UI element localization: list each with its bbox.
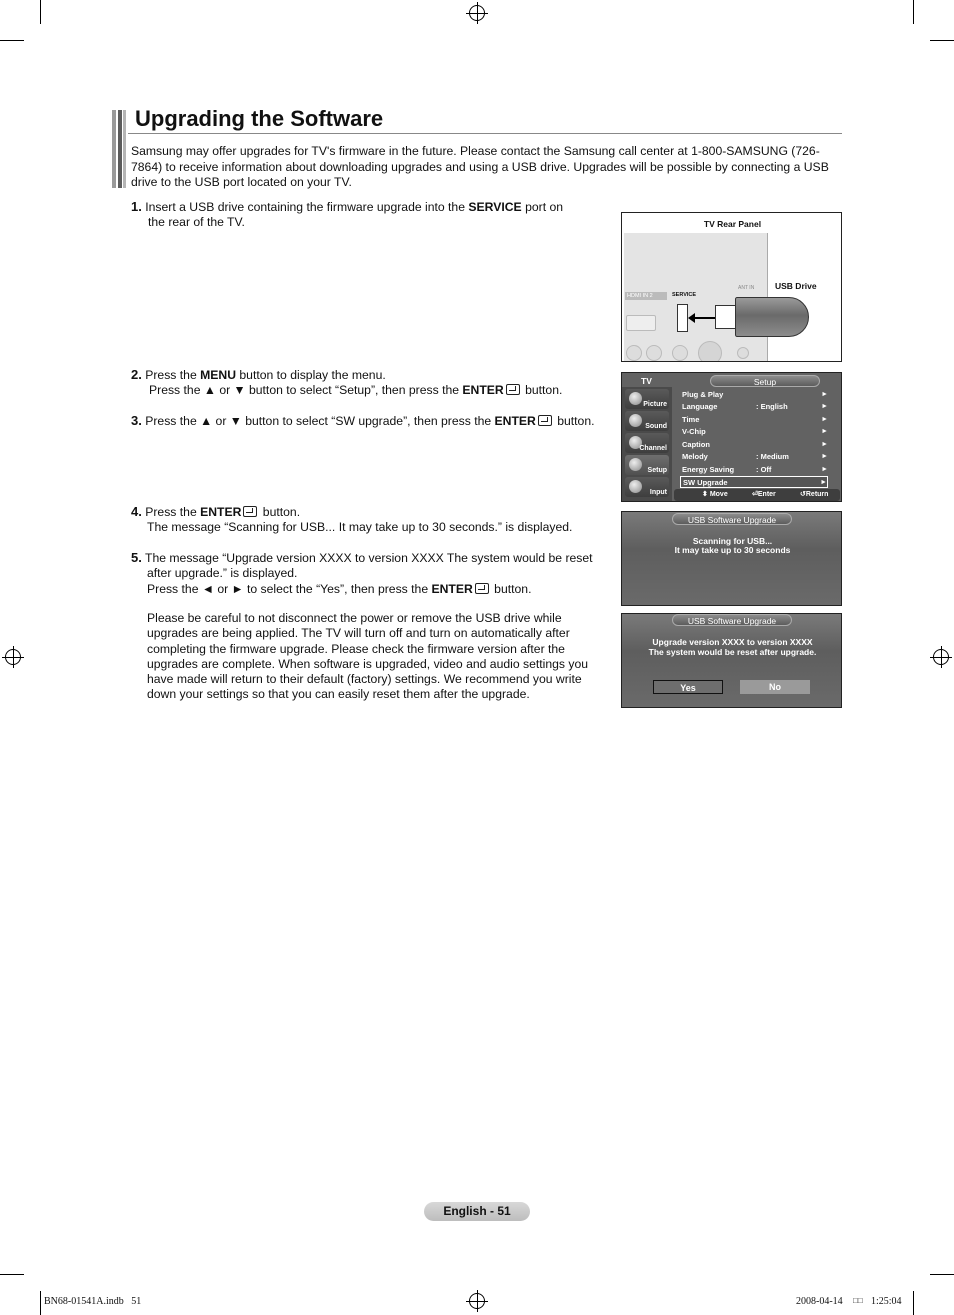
menu-item-label: SW Upgrade <box>683 478 728 487</box>
arrow-right-icon: ► <box>821 428 828 435</box>
menu-tv-label: TV <box>641 376 652 386</box>
step-text: port on <box>521 200 564 214</box>
sidebar-item-label: Sound <box>645 423 667 430</box>
sidebar-item-channel[interactable] <box>625 433 669 453</box>
crop-mark <box>930 1274 954 1275</box>
registration-mark-icon <box>469 1293 485 1309</box>
enter-icon <box>243 506 257 517</box>
step-1 <box>131 199 601 231</box>
sidebar-item-sound[interactable] <box>625 411 669 431</box>
av-jack <box>646 345 662 361</box>
caution-line: down your settings so that you can easily reset them after the upgrade. <box>147 687 530 702</box>
step-5 <box>131 550 611 597</box>
crop-mark <box>930 40 954 41</box>
gear-icon <box>629 458 642 471</box>
print-time: 1:25:04 <box>871 1296 902 1307</box>
sidebar-item-picture[interactable] <box>625 389 669 409</box>
step-text: The message “Upgrade version XXXX to version XXXX The system would be reset <box>145 551 593 565</box>
setup-menu-osd <box>621 372 842 502</box>
svideo-jack <box>698 341 722 362</box>
enter-label: Enter <box>757 491 776 498</box>
dialog-title: USB Software Upgrade <box>672 513 792 525</box>
step-text: Press the ▲ or ▼ button to select “Setup”, then press the <box>149 383 463 398</box>
title-divider <box>128 133 842 134</box>
step-text: button to display the menu. <box>236 368 386 382</box>
arrow-right-icon: ► <box>821 441 828 448</box>
rear-panel-title: TV Rear Panel <box>703 219 762 229</box>
step-text: Press the ▲ or ▼ button to select “SW upgrade”, then press the <box>145 414 495 428</box>
no-button[interactable]: No <box>740 680 810 694</box>
menu-item-value: : English <box>756 402 788 411</box>
step-text: button. <box>553 414 595 428</box>
return-hint <box>800 490 828 498</box>
caution-line: Please be careful to not disconnect the power or remove the USB drive while <box>147 611 562 625</box>
picture-icon <box>629 392 642 405</box>
arrow-right-icon: ► <box>821 453 828 460</box>
menu-item-time[interactable] <box>682 414 828 426</box>
enter-keyword: ENTER <box>200 505 242 519</box>
caution-paragraph <box>147 611 617 703</box>
arrow-right-icon: ► <box>821 466 828 473</box>
menu-item-label: Energy Saving <box>682 465 735 474</box>
menu-header: Setup <box>710 375 820 387</box>
move-label: Move <box>709 491 728 498</box>
menu-item-plug-play[interactable] <box>682 389 828 401</box>
sidebar-item-label: Input <box>649 489 667 496</box>
enter-keyword: ENTER <box>462 383 504 398</box>
menu-item-label: Plug & Play <box>682 390 724 399</box>
hdmi-port <box>626 315 656 331</box>
enter-icon <box>475 583 489 594</box>
step-number: 4. <box>131 504 142 519</box>
step-3 <box>131 413 621 429</box>
menu-keyword: MENU <box>200 368 236 382</box>
tv-rear-panel-illustration <box>621 212 842 362</box>
step-text: The message “Scanning for USB... It may take up to 30 seconds.” is displayed. <box>147 520 573 535</box>
step-text: after upgrade.” is displayed. <box>147 566 298 581</box>
caution-line: have made will return to their default (factory) settings. We recommend you write <box>147 672 582 687</box>
hdmi-label: HDMI IN 2 <box>625 292 667 300</box>
file-name: BN68-01541A.indb 51 <box>44 1296 142 1307</box>
crop-mark <box>0 40 24 41</box>
menu-item-energy-saving[interactable] <box>682 464 828 476</box>
arrow-right-icon: ► <box>821 416 828 423</box>
upgrade-message-line-2: The system would be reset after upgrade. <box>648 647 817 657</box>
step-text: button. <box>259 505 301 519</box>
sidebar-item-input[interactable] <box>625 477 669 497</box>
menu-item-label: V-Chip <box>682 427 706 436</box>
menu-item-label: Language <box>682 402 718 411</box>
service-label: SERVICE <box>672 292 697 298</box>
menu-item-caption[interactable] <box>682 439 828 451</box>
title-accent-bar <box>112 110 126 188</box>
caution-line: completing the firmware upgrade. Please check the firmware version after the <box>147 641 565 656</box>
step-text: Press the ◄ or ► to select the “Yes”, then press the <box>147 581 432 596</box>
step-4 <box>131 504 611 536</box>
move-hint <box>702 490 728 498</box>
menu-item-vchip[interactable] <box>682 426 828 438</box>
menu-item-value: : Off <box>756 465 772 474</box>
registration-mark-icon <box>933 649 949 665</box>
enter-hint <box>752 490 776 498</box>
upgrade-message-line-1: Upgrade version XXXX to version XXXX <box>652 637 813 647</box>
step-text: Press the <box>145 505 201 519</box>
ant-in-label: ANT IN <box>738 285 755 291</box>
page-title: Upgrading the Software <box>135 106 384 131</box>
enter-icon <box>506 384 520 395</box>
menu-item-label: Caption <box>682 440 710 449</box>
menu-item-language[interactable] <box>682 401 828 413</box>
arrow-right-icon: ► <box>820 479 827 486</box>
av-jack <box>626 345 642 361</box>
step-text: button. <box>490 581 532 596</box>
registration-mark-icon <box>469 5 485 21</box>
scan-dialog <box>621 511 842 606</box>
sidebar-item-label: Picture <box>643 401 667 408</box>
menu-item-label: Time <box>682 415 700 424</box>
crop-mark <box>40 1291 41 1315</box>
crop-mark <box>913 1291 914 1315</box>
yes-button[interactable]: Yes <box>653 680 723 694</box>
print-date: 2008-04-14 <box>796 1296 843 1307</box>
step-2 <box>131 367 611 399</box>
step-number: 1. <box>131 199 142 214</box>
insert-arrow-icon <box>688 313 695 323</box>
input-icon <box>629 480 642 493</box>
print-placeholder: □□ <box>853 1296 863 1305</box>
step-number: 3. <box>131 413 142 428</box>
av-jack <box>737 347 749 359</box>
crop-mark <box>0 1274 24 1275</box>
menu-item-value: : Medium <box>756 452 789 461</box>
menu-item-melody[interactable] <box>682 451 828 463</box>
step-text: the rear of the TV. <box>148 215 245 230</box>
sidebar-item-label: Setup <box>647 467 667 474</box>
step-text: Insert a USB drive containing the firmware upgrade into the <box>145 200 469 214</box>
arrow-right-icon: ► <box>821 391 828 398</box>
sidebar-item-label: Channel <box>639 445 667 452</box>
enter-icon: ⏎ <box>752 491 758 498</box>
menu-item-sw-upgrade[interactable] <box>680 476 828 488</box>
usb-drive <box>735 297 809 337</box>
enter-icon <box>538 415 552 426</box>
return-icon: ↺ <box>800 491 806 498</box>
return-label: Return <box>805 491 829 498</box>
page-number-label: English - 51 <box>424 1202 530 1221</box>
scan-message-line-2: It may take up to 30 seconds <box>674 545 791 555</box>
enter-keyword: ENTER <box>431 581 473 596</box>
arrow-right-icon: ► <box>821 403 828 410</box>
usb-drive-label: USB Drive <box>775 281 817 291</box>
service-port <box>677 304 688 332</box>
scan-message-line-1: Scanning for USB... <box>692 536 773 546</box>
step-number: 5. <box>131 550 142 565</box>
enter-keyword: ENTER <box>494 414 536 428</box>
upgrade-dialog <box>621 613 842 708</box>
registration-mark-icon <box>5 649 21 665</box>
sound-icon <box>629 414 642 427</box>
step-number: 2. <box>131 367 142 382</box>
dialog-title: USB Software Upgrade <box>672 614 792 626</box>
step-text: button. <box>521 383 563 398</box>
service-keyword: SERVICE <box>468 200 522 214</box>
step-text: Press the <box>145 368 201 382</box>
menu-item-label: Melody <box>682 452 708 461</box>
crop-mark <box>40 0 41 24</box>
updown-arrows-icon: ⬍ <box>702 491 708 498</box>
caution-line: upgrades are being applied. The TV will turn off and turn on automatically after <box>147 626 570 641</box>
sidebar-item-setup[interactable] <box>625 455 669 475</box>
caution-line: upgrades are complete. When software is upgraded, video and audio settings you <box>147 656 589 671</box>
av-jack <box>672 345 688 361</box>
crop-mark <box>913 0 914 24</box>
intro-paragraph: Samsung may offer upgrades for TV's firmware in the future. Please contact the Samsung call center at 1-800-SAMSUNG (726-7864) to receive information about downloading upgrades and using a USB drive. Upgrades will be possible by connecting a USB drive to the USB port located on your TV. <box>131 144 829 189</box>
